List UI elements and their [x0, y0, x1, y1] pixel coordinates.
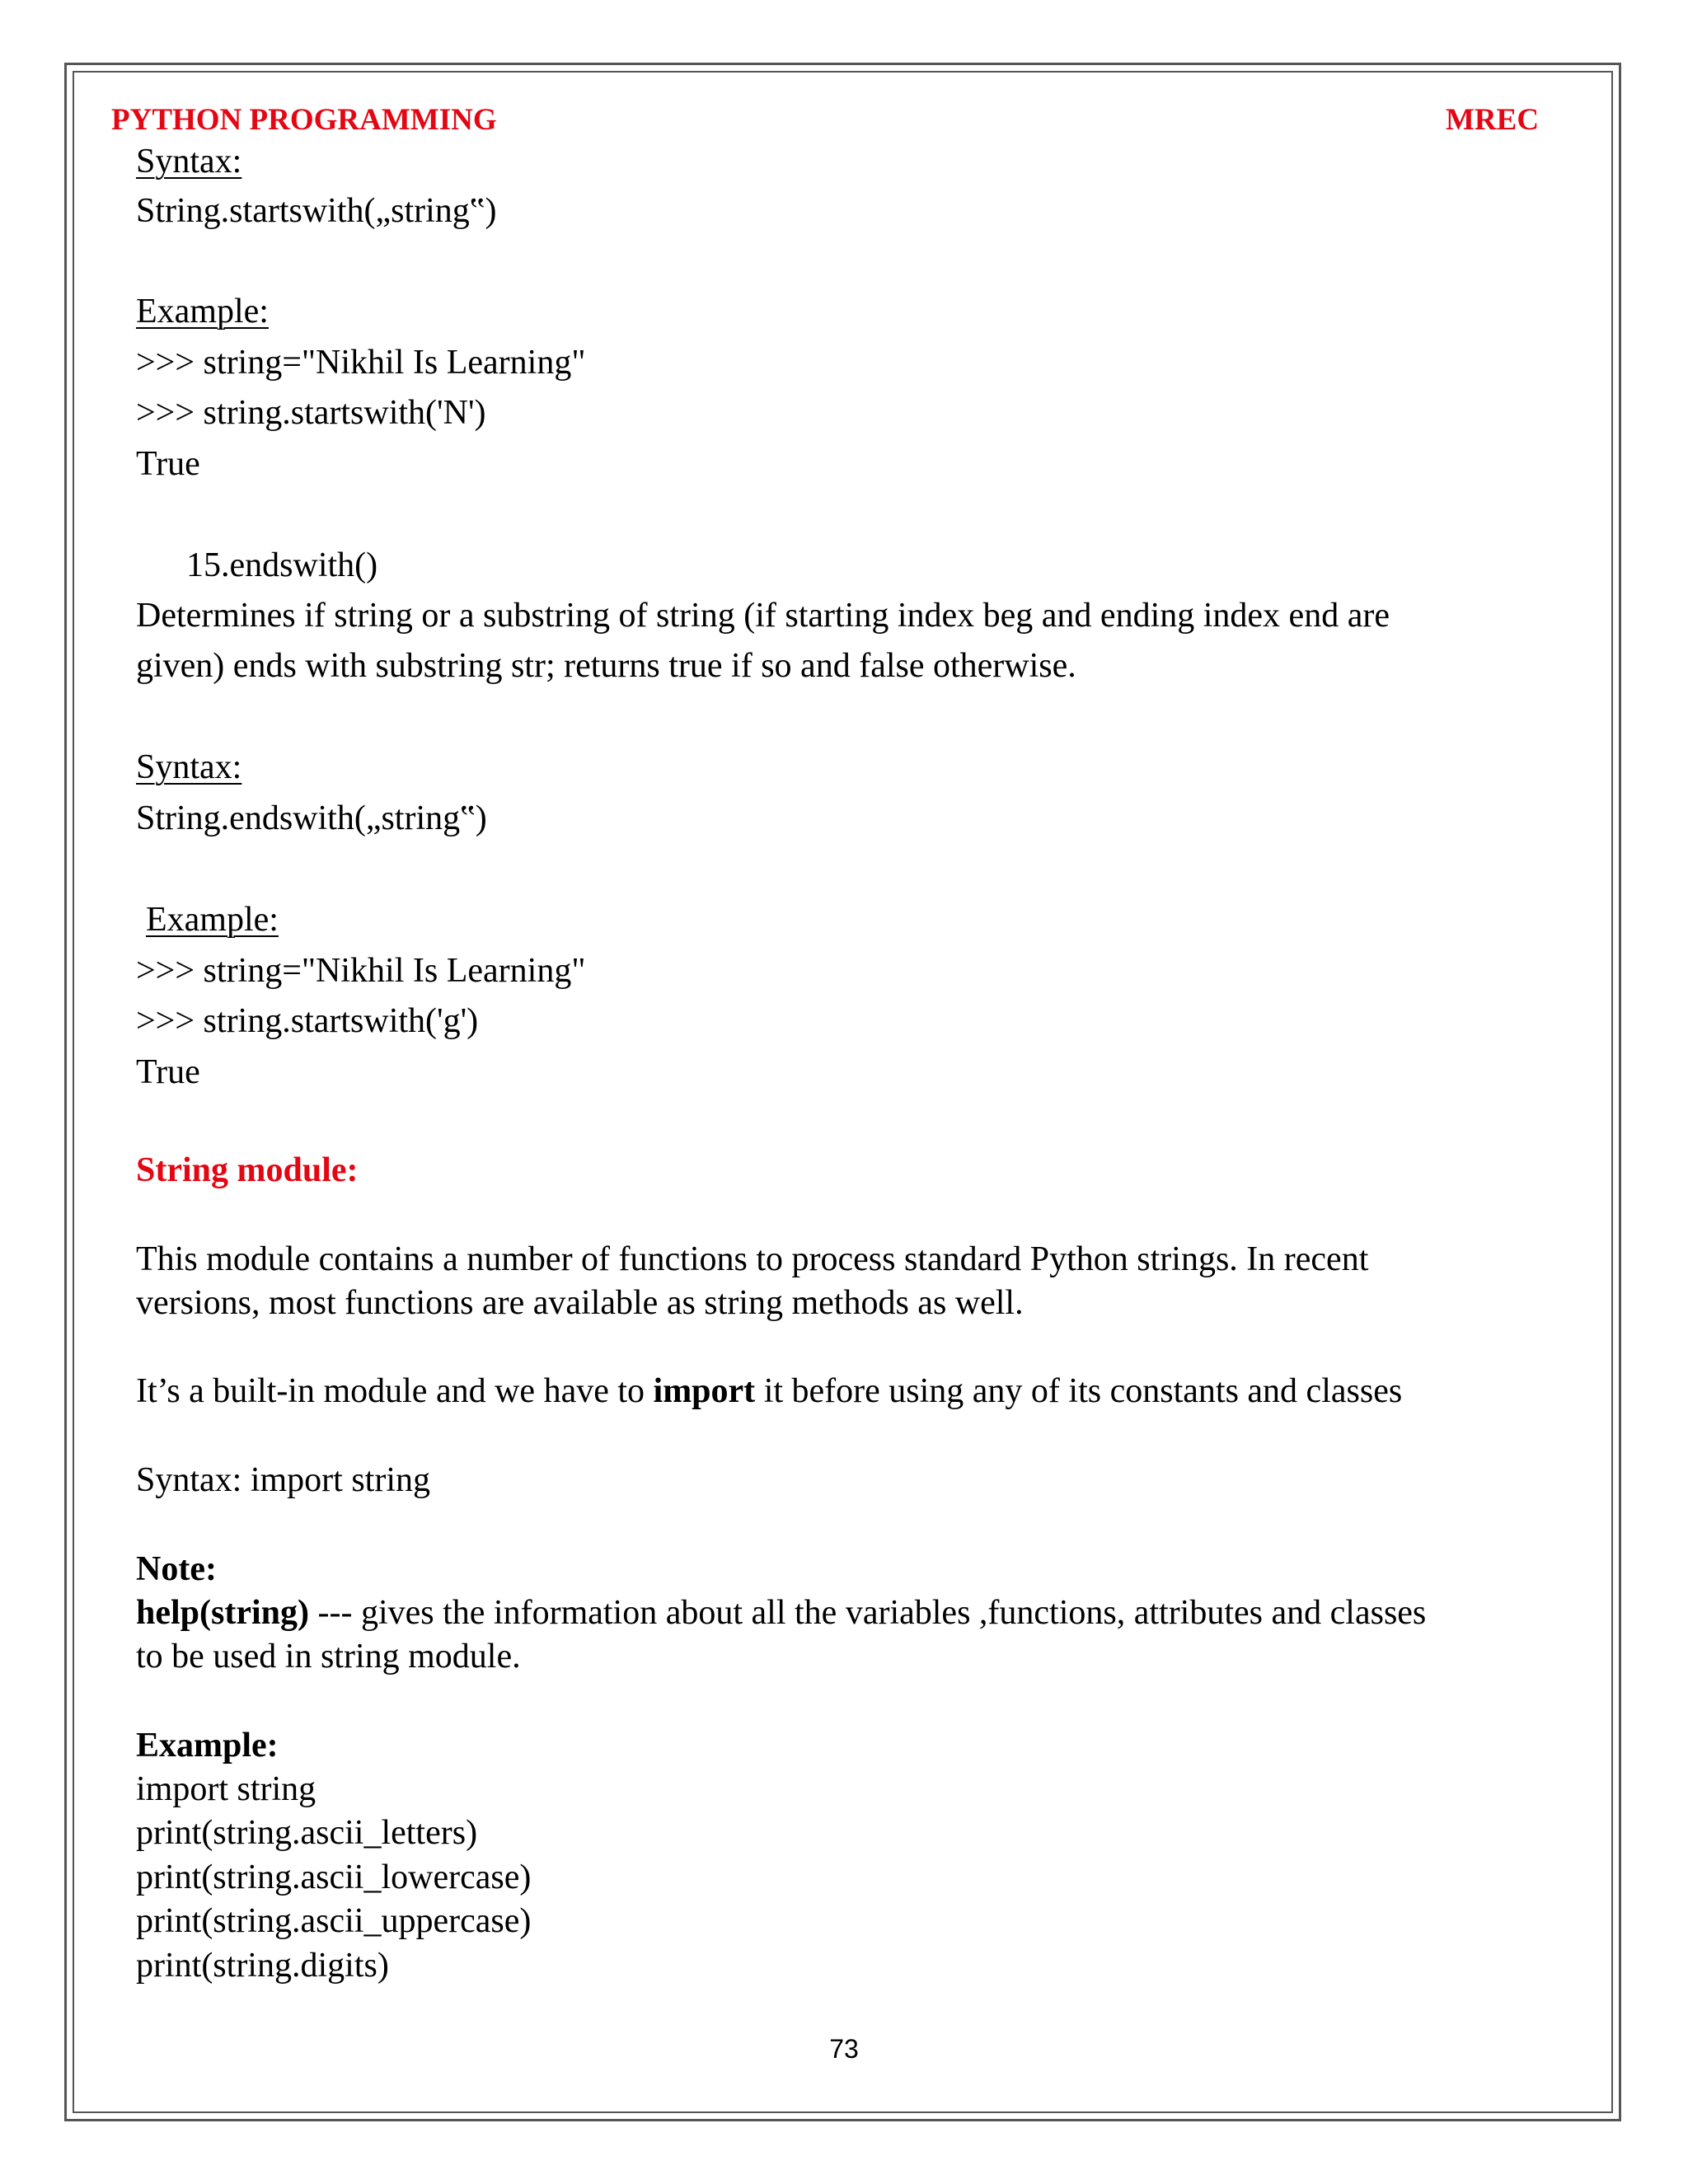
header-title: PYTHON PROGRAMMING	[111, 103, 497, 137]
note-line	[136, 1590, 1426, 1636]
import-syntax-line: Syntax: import string	[136, 1461, 430, 1499]
note-text: --- gives the information about all the variables ,functions, attributes and classes	[309, 1594, 1427, 1632]
import-paragraph-end: it before using any of its constants and classes	[755, 1372, 1403, 1410]
endswith-example-line: >>> string.startswith('g')	[136, 1002, 479, 1040]
note-label: Note:	[136, 1550, 217, 1588]
code-line: print(string.digits)	[136, 1947, 389, 1985]
startswith-syntax-label: Syntax:	[136, 143, 242, 180]
example-label: Example:	[136, 1727, 279, 1765]
startswith-example-result: True	[136, 445, 200, 483]
import-keyword: import	[653, 1372, 756, 1410]
endswith-description-line: given) ends with substring str; returns true if so and false otherwise.	[136, 647, 1076, 685]
help-function: help(string)	[136, 1594, 309, 1632]
code-line: print(string.ascii_letters)	[136, 1814, 478, 1852]
startswith-example-line: >>> string.startswith('N')	[136, 394, 486, 432]
string-module-paragraph-line: versions, most functions are available as string methods as well.	[136, 1284, 1024, 1322]
startswith-example-label: Example:	[136, 293, 269, 330]
header-college: MREC	[1446, 103, 1540, 137]
import-paragraph-start: It’s a built-in module and we have to	[136, 1372, 654, 1410]
startswith-syntax-line: String.startswith(„string‟)	[136, 192, 497, 230]
startswith-example-line: >>> string="Nikhil Is Learning"	[136, 344, 586, 382]
code-line: print(string.ascii_uppercase)	[136, 1902, 532, 1940]
endswith-syntax-label: Syntax:	[136, 748, 242, 786]
endswith-example-result: True	[136, 1053, 200, 1091]
code-line: import string	[136, 1770, 316, 1808]
page-number: 73	[829, 2034, 859, 2064]
note-line: to be used in string module.	[136, 1638, 521, 1675]
endswith-example-line: >>> string="Nikhil Is Learning"	[136, 952, 586, 990]
import-paragraph	[136, 1368, 1402, 1414]
endswith-syntax-line: String.endswith(„string‟)	[136, 799, 487, 837]
endswith-example-label: Example:	[146, 901, 279, 939]
string-module-heading: String module:	[136, 1151, 359, 1189]
code-line: print(string.ascii_lowercase)	[136, 1858, 532, 1896]
string-module-paragraph-line: This module contains a number of functions to process standard Python strings. In recent	[136, 1240, 1369, 1278]
endswith-title: 15.endswith()	[186, 546, 378, 584]
endswith-description-line: Determines if string or a substring of string (if starting index beg and ending index end are	[136, 597, 1390, 635]
